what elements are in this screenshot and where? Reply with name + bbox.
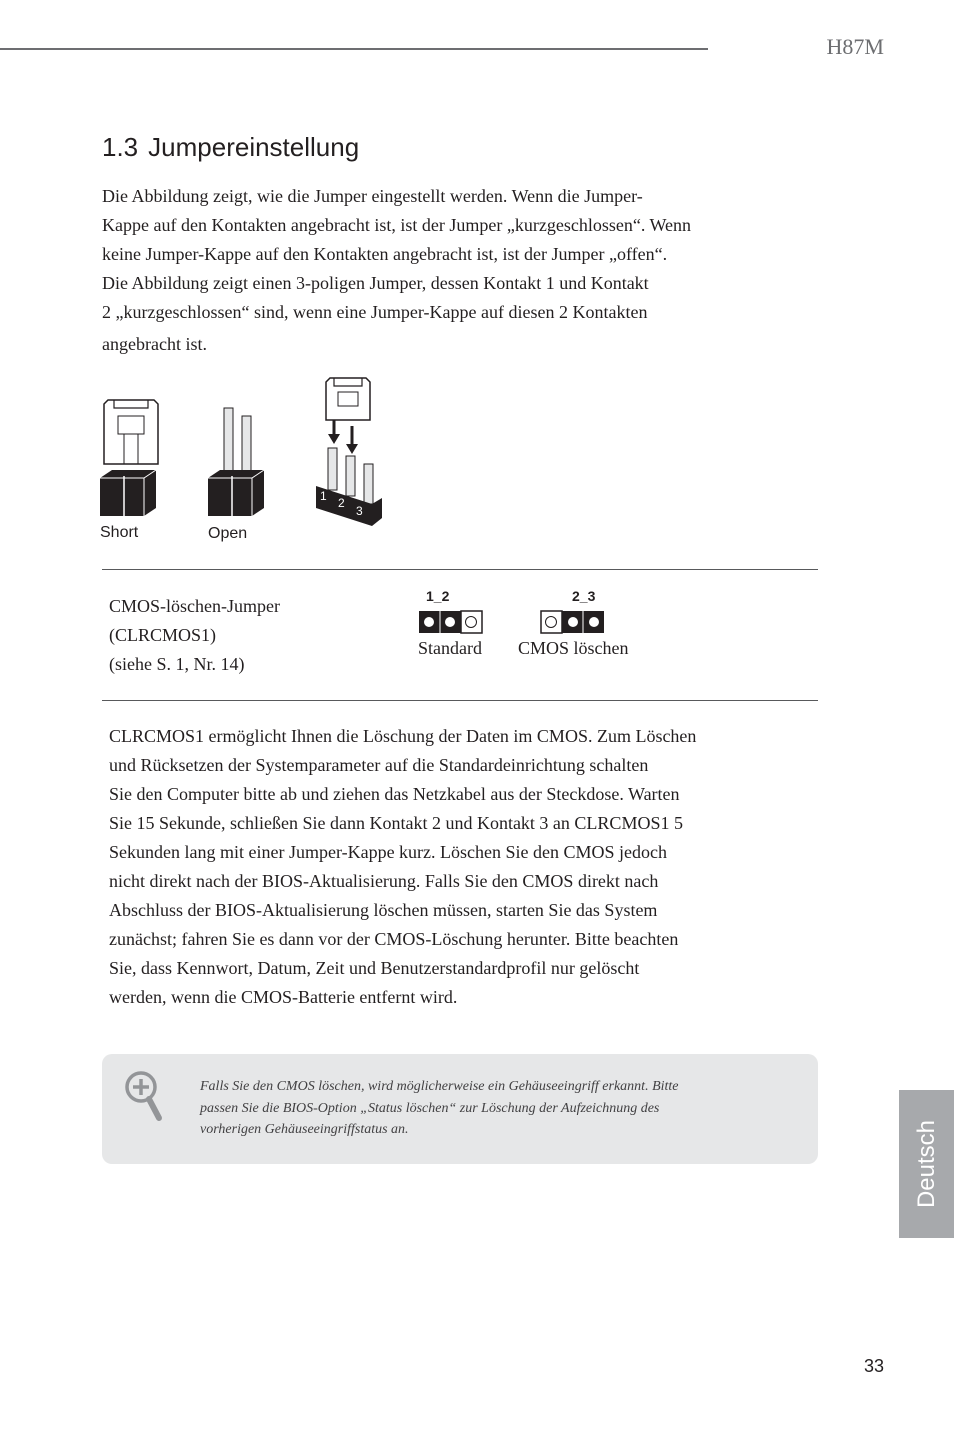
description-line: werden, wenn die CMOS-Batterie entfernt wird.	[109, 987, 458, 1007]
model-name: H87M	[826, 34, 884, 59]
note-text	[200, 1076, 760, 1141]
intro-paragraph	[102, 182, 762, 359]
jumper-figure-svg	[94, 376, 394, 546]
header-rule	[0, 48, 708, 50]
pin-2-label: 2	[338, 496, 345, 510]
description-line: Sie 15 Sekunde, schließen Sie dann Kontakt 2 und Kontakt 3 an CLRCMOS1 5	[109, 813, 683, 833]
intro-line: keine Jumper-Kappe auf den Kontakten angebracht ist, ist der Jumper „offen“.	[102, 244, 668, 264]
open-jumper-graphic	[208, 408, 264, 516]
intro-line: Die Abbildung zeigt, wie die Jumper eingestellt werden. Wenn die Jumper-	[102, 186, 643, 206]
description-line: Abschluss der BIOS-Aktualisierung löschen müssen, starten Sie das System	[109, 900, 658, 920]
jumper-standard-setting	[418, 588, 508, 668]
jumper-clear-setting	[518, 588, 648, 668]
description-line: und Rücksetzen der Systemparameter auf die Standardeinrichtung schalten	[109, 755, 649, 775]
clear-jumper-pins-icon	[540, 610, 606, 634]
intro-line: 2 „kurzgeschlossen“ sind, wenn eine Jumper-Kappe auf diesen 2 Kontakten	[102, 302, 648, 322]
pin-1-label: 1	[320, 489, 327, 503]
note-line: vorherigen Gehäuseeingriffstatus an.	[200, 1122, 409, 1137]
cmos-label-line: CMOS-löschen-Jumper	[109, 596, 280, 616]
section-heading	[102, 132, 359, 163]
note-line: passen Sie die BIOS-Option „Status löschen“ zur Löschung der Aufzeichnung des	[200, 1100, 660, 1116]
section-title: Jumpereinstellung	[148, 132, 360, 162]
standard-caption: Standard	[418, 638, 482, 658]
short-jumper-graphic	[100, 400, 158, 516]
cmos-jumper-label	[109, 592, 280, 679]
cmos-description-paragraph	[109, 722, 769, 1012]
short-label: Short	[100, 524, 139, 541]
language-side-tab	[899, 1090, 954, 1238]
description-line: Sie den Computer bitte ab und ziehen das Netzkabel aus der Steckdose. Warten	[109, 784, 680, 804]
intro-line: Kappe auf den Kontakten angebracht ist, ist der Jumper „kurzgeschlossen“. Wenn	[102, 215, 692, 235]
description-line: CLRCMOS1 ermöglicht Ihnen die Löschung der Daten im CMOS. Zum Löschen	[109, 726, 697, 746]
language-tab-label: Deutsch	[912, 1119, 940, 1209]
description-line: Sie, dass Kennwort, Datum, Zeit und Benutzerstandardprofil nur gelöscht	[109, 958, 640, 978]
description-line: Sekunden lang mit einer Jumper-Kappe kurz. Löschen Sie den CMOS jedoch	[109, 842, 668, 862]
standard-jumper-pins-icon	[418, 610, 484, 634]
open-label: Open	[208, 525, 248, 542]
note-box	[102, 1054, 818, 1164]
magnifier-plus-icon	[122, 1068, 168, 1124]
intro-line: angebracht ist.	[102, 334, 207, 354]
cmos-label-line: (siehe S. 1, Nr. 14)	[109, 654, 245, 674]
standard-pin-label: 1_2	[426, 588, 450, 604]
intro-line: Die Abbildung zeigt einen 3-poligen Jumper, dessen Kontakt 1 und Kontakt	[102, 273, 649, 293]
clear-caption: CMOS löschen	[518, 638, 629, 658]
clear-pin-label: 2_3	[572, 588, 596, 604]
table-top-rule	[102, 569, 818, 570]
section-number: 1.3	[102, 132, 139, 162]
description-line: zunächst; fahren Sie es dann vor der CMOS-Löschung herunter. Bitte beachten	[109, 929, 679, 949]
table-bottom-rule	[102, 700, 818, 701]
jumper-illustration	[94, 376, 394, 546]
description-line: nicht direkt nach der BIOS-Aktualisierung. Falls Sie den CMOS direkt nach	[109, 871, 659, 891]
note-line: Falls Sie den CMOS löschen, wird möglicherweise ein Gehäuseeingriff erkannt. Bitte	[200, 1079, 679, 1094]
three-pin-jumper-graphic	[316, 378, 382, 526]
pin-3-label: 3	[356, 504, 363, 518]
cmos-label-line: (CLRCMOS1)	[109, 625, 217, 645]
page-number: 33	[863, 1356, 884, 1376]
